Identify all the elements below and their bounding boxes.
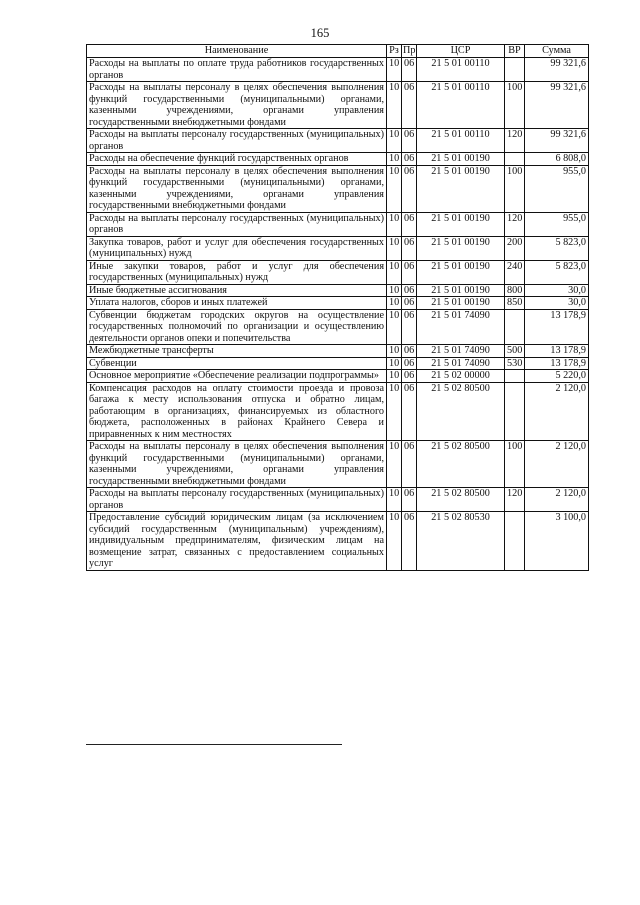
cell-sum: 13 178,9 [525,357,589,370]
cell-rz: 10 [387,382,402,441]
header-sum: Сумма [525,45,589,58]
table-row [87,488,589,512]
table-row [87,260,589,284]
cell-rz: 10 [387,58,402,82]
cell-rz: 10 [387,212,402,236]
cell-csr: 21 5 01 00190 [417,284,505,297]
cell-sum: 13 178,9 [525,309,589,345]
cell-name: Уплата налогов, сборов и иных платежей [87,297,387,310]
cell-vr: 100 [505,441,525,488]
cell-csr: 21 5 02 80500 [417,488,505,512]
cell-vr: 240 [505,260,525,284]
table-row [87,512,589,571]
cell-pr: 06 [402,297,417,310]
header-rz: Рз [387,45,402,58]
table-row [87,129,589,153]
table-row [87,153,589,166]
cell-name: Закупка товаров, работ и услуг для обеспечения государственных (муниципальных) нужд [87,236,387,260]
table-row [87,236,589,260]
cell-vr: 100 [505,165,525,212]
cell-rz: 10 [387,129,402,153]
cell-csr: 21 5 02 80500 [417,382,505,441]
cell-vr: 120 [505,212,525,236]
cell-pr: 06 [402,309,417,345]
cell-csr: 21 5 01 00190 [417,236,505,260]
cell-name: Компенсация расходов на оплату стоимости проезда и провоза багажа к месту использования отпуска и обратно лицам, работающим в организациях, финансируемых из областного бюджета, расположенных в районах Крайнего Севера и приравненных к ним местностях [87,382,387,441]
cell-name: Расходы на выплаты персоналу в целях обеспечения выполнения функций государственными (муниципальными) органами, казенными учреждениями, органами управления государственными внебюджетными фондами [87,441,387,488]
cell-pr: 06 [402,129,417,153]
table-row [87,297,589,310]
cell-vr: 500 [505,345,525,358]
cell-csr: 21 5 02 00000 [417,370,505,383]
cell-csr: 21 5 01 00190 [417,212,505,236]
cell-sum: 2 120,0 [525,382,589,441]
cell-sum: 13 178,9 [525,345,589,358]
cell-csr: 21 5 01 00110 [417,82,505,129]
cell-sum: 6 808,0 [525,153,589,166]
cell-csr: 21 5 02 80500 [417,441,505,488]
cell-rz: 10 [387,260,402,284]
cell-vr [505,382,525,441]
cell-csr: 21 5 01 00190 [417,153,505,166]
cell-vr [505,309,525,345]
cell-sum: 99 321,6 [525,58,589,82]
cell-name: Расходы на выплаты персоналу государственных (муниципальных) органов [87,129,387,153]
cell-pr: 06 [402,284,417,297]
cell-vr: 850 [505,297,525,310]
cell-name: Расходы на выплаты персоналу в целях обеспечения выполнения функций государственными (муниципальными) органами, казенными учреждениями, органами управления государственными внебюджетными фондами [87,165,387,212]
cell-rz: 10 [387,82,402,129]
cell-pr: 06 [402,370,417,383]
cell-rz: 10 [387,165,402,212]
cell-csr: 21 5 02 80530 [417,512,505,571]
footnote-separator [86,744,342,745]
cell-rz: 10 [387,357,402,370]
cell-pr: 06 [402,58,417,82]
cell-name: Расходы на обеспечение функций государственных органов [87,153,387,166]
cell-rz: 10 [387,512,402,571]
table-row [87,212,589,236]
cell-name: Предоставление субсидий юридическим лицам (за исключением субсидий государственным (муниципальным) учреждениям), индивидуальным предпринимателям, физическим лицам на возмещение затрат, связанных с предоставлением социальных услуг [87,512,387,571]
table-body [87,58,589,571]
header-csr: ЦСР [417,45,505,58]
cell-sum: 30,0 [525,284,589,297]
cell-name: Расходы на выплаты персоналу в целях обеспечения выполнения функций государственными (муниципальными) органами, казенными учреждениями, органами управления государственными внебюджетными фондами [87,82,387,129]
cell-name: Субвенции [87,357,387,370]
cell-sum: 2 120,0 [525,488,589,512]
cell-rz: 10 [387,297,402,310]
cell-vr: 800 [505,284,525,297]
cell-sum: 5 823,0 [525,260,589,284]
cell-rz: 10 [387,370,402,383]
cell-rz: 10 [387,236,402,260]
cell-csr: 21 5 01 00110 [417,58,505,82]
cell-vr [505,58,525,82]
table-header-row [87,45,589,58]
cell-name: Расходы на выплаты по оплате труда работников государственных органов [87,58,387,82]
cell-sum: 5 220,0 [525,370,589,383]
cell-name: Основное мероприятие «Обеспечение реализации подпрограммы» [87,370,387,383]
cell-name: Расходы на выплаты персоналу государственных (муниципальных) органов [87,488,387,512]
table-row [87,284,589,297]
cell-pr: 06 [402,512,417,571]
cell-pr: 06 [402,82,417,129]
cell-name: Расходы на выплаты персоналу государственных (муниципальных) органов [87,212,387,236]
cell-pr: 06 [402,382,417,441]
cell-sum: 955,0 [525,212,589,236]
table-row [87,357,589,370]
page-number: 165 [310,26,330,40]
cell-csr: 21 5 01 74090 [417,345,505,358]
cell-vr: 120 [505,129,525,153]
cell-vr: 530 [505,357,525,370]
cell-sum: 99 321,6 [525,129,589,153]
cell-rz: 10 [387,284,402,297]
cell-name: Межбюджетные трансферты [87,345,387,358]
cell-sum: 955,0 [525,165,589,212]
cell-sum: 30,0 [525,297,589,310]
cell-pr: 06 [402,165,417,212]
cell-csr: 21 5 01 00190 [417,260,505,284]
cell-pr: 06 [402,212,417,236]
header-vr: ВР [505,45,525,58]
header-name: Наименование [87,45,387,58]
cell-sum: 99 321,6 [525,82,589,129]
cell-pr: 06 [402,345,417,358]
cell-csr: 21 5 01 74090 [417,309,505,345]
cell-rz: 10 [387,153,402,166]
table-row [87,345,589,358]
table-row [87,441,589,488]
cell-vr [505,153,525,166]
cell-name: Иные бюджетные ассигнования [87,284,387,297]
cell-pr: 06 [402,441,417,488]
table-row [87,82,589,129]
cell-rz: 10 [387,309,402,345]
cell-pr: 06 [402,488,417,512]
cell-name: Иные закупки товаров, работ и услуг для обеспечения государственных (муниципальных) нужд [87,260,387,284]
table-row [87,309,589,345]
cell-csr: 21 5 01 00190 [417,165,505,212]
cell-vr: 200 [505,236,525,260]
cell-csr: 21 5 01 74090 [417,357,505,370]
cell-vr: 100 [505,82,525,129]
cell-rz: 10 [387,441,402,488]
table-row [87,165,589,212]
cell-name: Субвенции бюджетам городских округов на осуществление государственных полномочий по организации и осуществлению деятельности органов опеки и попечительства [87,309,387,345]
cell-vr: 120 [505,488,525,512]
table-row [87,58,589,82]
cell-sum: 3 100,0 [525,512,589,571]
table-row [87,382,589,441]
cell-csr: 21 5 01 00190 [417,297,505,310]
cell-pr: 06 [402,260,417,284]
cell-rz: 10 [387,345,402,358]
table-row [87,370,589,383]
cell-vr [505,512,525,571]
cell-rz: 10 [387,488,402,512]
cell-sum: 5 823,0 [525,236,589,260]
cell-pr: 06 [402,236,417,260]
cell-vr [505,370,525,383]
cell-pr: 06 [402,153,417,166]
header-pr: Пр [403,45,416,56]
cell-pr: 06 [402,357,417,370]
cell-sum: 2 120,0 [525,441,589,488]
budget-table [86,44,589,571]
cell-csr: 21 5 01 00110 [417,129,505,153]
